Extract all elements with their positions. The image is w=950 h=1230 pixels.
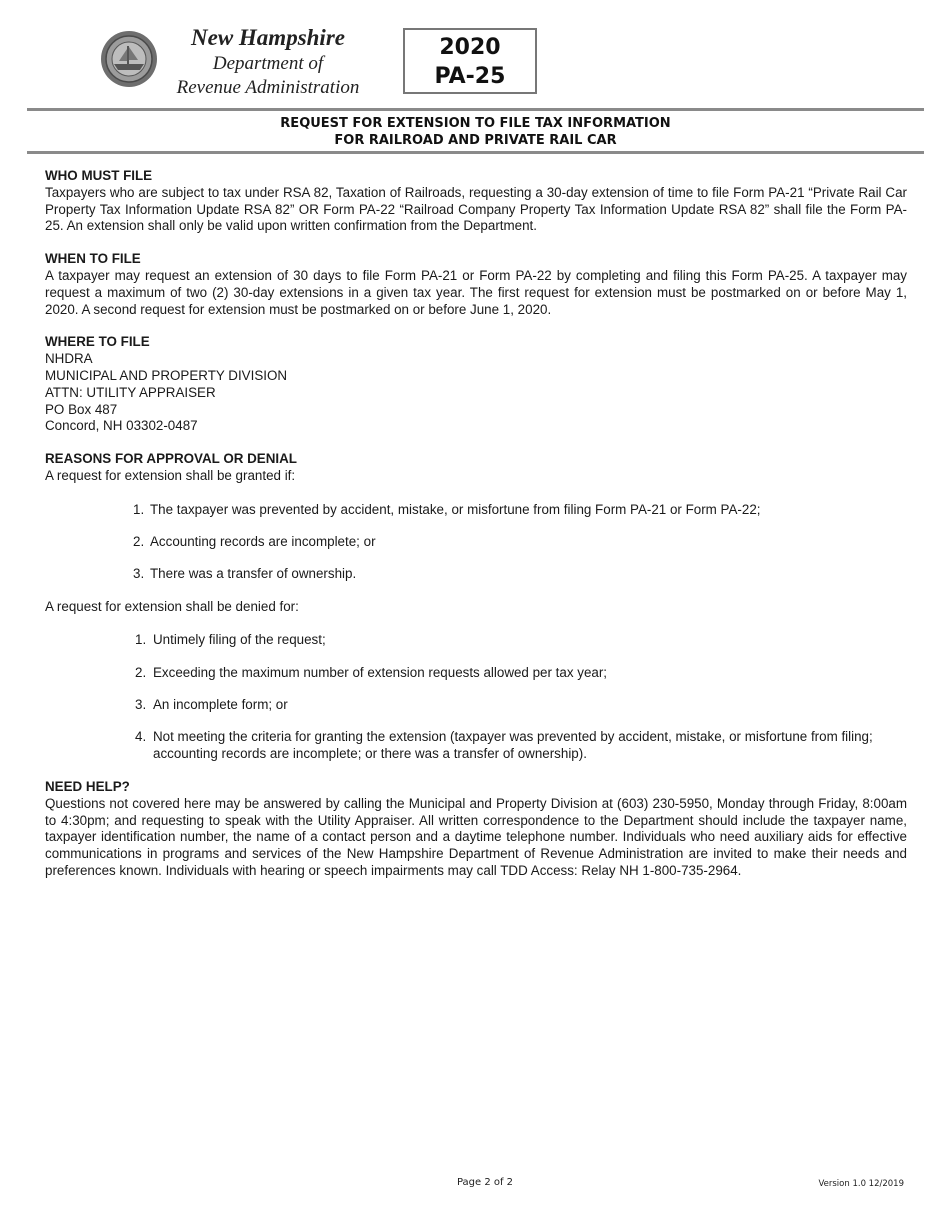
list-number: 1. — [133, 501, 145, 517]
title-line-2: FOR RAILROAD AND PRIVATE RAIL CAR — [334, 133, 617, 148]
granted-list — [45, 502, 907, 583]
list-number: 2. — [135, 664, 147, 680]
list-number: 2. — [133, 534, 145, 550]
title-rule-bottom — [27, 151, 924, 154]
list-item — [45, 665, 907, 682]
granted-intro: A request for extension shall be granted if: — [45, 467, 296, 483]
list-item-text: Untimely filing of the request; — [153, 632, 326, 648]
when-to-file-heading: WHEN TO FILE — [45, 251, 141, 267]
reasons-heading: REASONS FOR APPROVAL OR DENIAL — [45, 451, 297, 467]
agency-name — [160, 24, 376, 100]
list-number: 4. — [135, 729, 147, 745]
list-number: 3. — [133, 566, 145, 582]
address-line: Concord, NH 03302-0487 — [45, 418, 198, 434]
address-line: NHDRA — [45, 351, 93, 367]
where-to-file-section — [45, 334, 907, 435]
list-item-text: Accounting records are incomplete; or — [150, 534, 376, 550]
list-item — [45, 632, 907, 649]
when-to-file-text: A taxpayer may request an extension of 30 days to file Form PA-21 or Form PA-22 by completing and filing this Form PA-25. A taxpayer may request a maximum of two (2) 30-day extensions in a given tax year. The first request for extension must be postmarked on or before May 1, 2020. A second request for extension must be postmarked on or before June 1, 2020. — [45, 267, 907, 317]
list-item-text: Exceeding the maximum number of extension requests allowed per tax year; — [153, 664, 608, 680]
form-number: PA-25 — [434, 64, 506, 89]
denied-list — [45, 632, 907, 762]
title-rule-top — [27, 108, 924, 111]
list-number: 1. — [135, 632, 147, 648]
list-item — [45, 502, 907, 519]
department-line-2: Revenue Administration — [176, 77, 360, 98]
list-item-text: An incomplete form; or — [153, 697, 288, 713]
need-help-heading: NEED HELP? — [45, 778, 130, 794]
need-help-section — [45, 779, 907, 880]
version-label: Version 1.0 12/2019 — [818, 1179, 904, 1189]
who-must-file-section — [45, 168, 907, 235]
address-line: MUNICIPAL AND PROPERTY DIVISION — [45, 367, 288, 383]
who-must-file-text: Taxpayers who are subject to tax under RSA 82, Taxation of Railroads, requesting a 30-day extension of time to file Form PA-21 “Private Rail Car Property Tax Information Update RSA 82” OR Form PA-22 “Railroad Company Property Tax Information Update RSA 82” shall file the Form PA-25. An extension shall only be valid upon written confirmation from the Department. — [45, 184, 907, 234]
form-id-box — [403, 28, 537, 94]
form-year: 2020 — [439, 35, 501, 60]
page-title — [27, 115, 924, 149]
page-number: Page 2 of 2 — [456, 1177, 514, 1188]
document-body — [45, 168, 907, 896]
reasons-section — [45, 451, 907, 763]
address-line: ATTN: UTILITY APPRAISER — [45, 384, 216, 400]
when-to-file-section — [45, 251, 907, 318]
list-item — [45, 534, 907, 551]
list-number: 3. — [135, 697, 147, 713]
state-name: New Hampshire — [191, 25, 345, 50]
list-item — [45, 729, 907, 763]
who-must-file-heading: WHO MUST FILE — [45, 168, 153, 183]
list-item-text: Not meeting the criteria for granting the extension (taxpayer was prevented by accident, mistake, or misfortune from filing; accounting records are incomplete; or there was a transfer of ownership). — [153, 729, 873, 762]
list-item-text: The taxpayer was prevented by accident, mistake, or misfortune from filing Form PA-21 or Form PA-22; — [150, 501, 761, 517]
list-item — [45, 697, 907, 714]
title-line-1: REQUEST FOR EXTENSION TO FILE TAX INFORMATION — [280, 116, 671, 131]
address-line: PO Box 487 — [45, 401, 118, 417]
where-to-file-heading: WHERE TO FILE — [45, 334, 150, 350]
state-seal-icon — [100, 30, 158, 88]
denied-intro: A request for extension shall be denied for: — [45, 598, 299, 614]
department-line-1: Department of — [212, 53, 324, 74]
need-help-text: Questions not covered here may be answered by calling the Municipal and Property Division at (603) 230-5950, Monday through Friday, 8:00am to 4:30pm; and requesting to speak with the Utility Appraiser. All written correspondence to the Department should include the taxpayer name, taxpayer identification number, the name of a contact person and a daytime telephone number. Individuals who need auxiliary aids for effective communications in programs and services of the New Hampshire Department of Revenue Administration are invited to make their needs and preferences known. Individuals with hearing or speech impairments may call TDD Access: Relay NH 1-800-735-2964. — [45, 795, 907, 878]
list-item-text: There was a transfer of ownership. — [150, 566, 357, 582]
list-item — [45, 566, 907, 583]
